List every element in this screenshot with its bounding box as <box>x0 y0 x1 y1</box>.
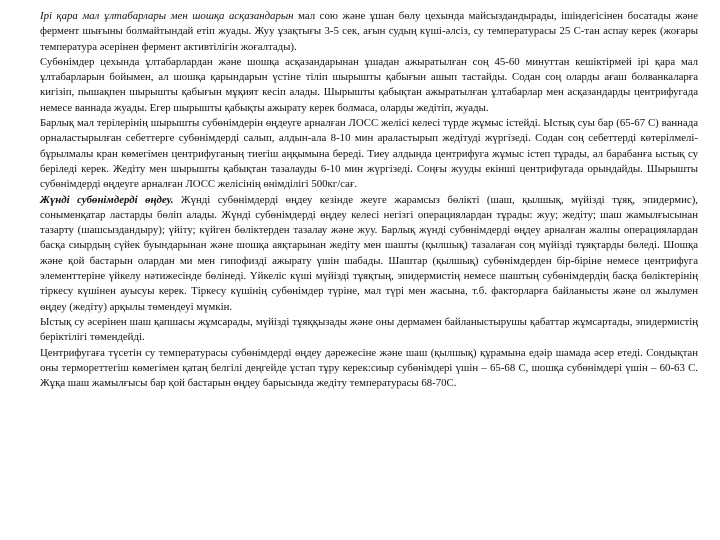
paragraph-6-text: Центрифугаға түсетін су температурасы субөнімдерді өңдеу дәрежесіне және шаш (қылшық) құрамына едәір шамада әсер етеді. Сондықтан оны термореттегіш көмегімен қатаң белгілі деңгейде ұстап тұру керек:сиыр субөнімдері үшін – 65-68 С, шошқа субөнімдері үшін – 60-63 С. Жұқа шаш жамылғысы бар қой бастарын өңдеу барысында жедіту температурасы 68-70С. <box>40 346 698 390</box>
paragraph-2-text: Субөнімдер цехында ұлтабарлардан және шошқа асқазандарынан ұшадан ажыратылған соң 45-60 минуттан кешіктірмей ірі қара мал ұлтабарларын бойымен, ал шошқа қарындарын үстіне тіліп шырышты қабығын ашып тастайды. Содан соң оларды ағаш болванкаларға кигізіп, пышақпен шырышты қабығын мұқият кесіп алады. Шырышты қабықтан ажыратылған ұлтабарлар мен асқазандарды центрифугада немесе ваннада жуады. Егер шырышты қабықты ажырату керек болмаса, оларды жедітіп, жуады. <box>40 55 698 114</box>
paragraph-2 <box>40 55 698 116</box>
paragraph-3-text: Барлық мал терілерінің шырышты субөнімдерін өңдеуге арналған ЛОСС желісі келесі түрде жұмыс істейді. Ыстық суы бар (65-67 С) ваннада орналастырылған себеттерге субөнімдерді салып, алдын-ала 8-10 мин араластырып жедітуді жүргізеді. Содан соң себеттерді көтерілмелі-бұрылмалы кран көмегімен центрифуганың тиегіш аңқымына береді. Тиеу алдында центрифуга жұмыс істеп тұрады, ал барабанға ыстық су беріледі керек. Жедіту мен шырышты қабықтан тазалауды 6-10 мин жүргізеді. Соңғы жууды екінші центрифугада орындайды. Шырышты субөнімдерді өңдеуге арналған ЛОСС желісінің өнімділігі 500кг/сағ. <box>40 117 698 191</box>
paragraph-4 <box>40 193 698 315</box>
paragraph-1 <box>40 9 698 55</box>
paragraph-6 <box>40 346 698 392</box>
paragraph-3 <box>40 116 698 192</box>
section-heading-wool-offal: Жүнді субөнімдерді өңдеу. <box>40 193 174 206</box>
paragraph-1-text: мал сою және ұшан бөлу цехында майсыздандырады, ішіндегісінен босатады және фермент шығыны болмайтындай етіп жуады. Жуу ұзақтығы 3-5 сек, ағын судың күші-әлсіз, су температурасы 25 С-тан аспау керек (жоғары температура әсерінен фермент активтілігін жоғалтады). <box>40 10 699 53</box>
paragraph-5-text: Ыстық су әсерінен шаш қапшасы жұмсарады, мүйізді тұяққызады және оны дермамен байланыстырушы қабаттар жұмсартады, эпидермистің беріктілігі төмендейді. <box>40 315 698 344</box>
paragraph-4-text: Жүнді субөнімдерді өңдеу кезінде жеуге жарамсыз бөлікті (шаш, қылшық, мүйізді тұяқ, эпидермис), соныменқатар ластарды бөліп алады. Жүнді субөнімдерді өңдеу келесі негізгі операциялардан тұрады: жуу; жедіту; шаш жамылғысынан тазарту (шашсыздандыру); үйіту; күйген бөліктерден тазалау және жуу. Барлық жүнді субөнімдерді өңдеу арналған жалпы операциялардан басқа сиырдың сүйек буындарынан және шошқа аяқтарынан жедіту мен шашты (қылшық) тазалаған соң мүйізді тұяқтарды бөледі. Шошқа және қой бастарын олардан ми мен гипофизді ажырату үшін шабады. Шаштар (қылшық) субөнімдерден бір-біріне немесе центрифуга элементтеріне үйкелу нәтижесінде бөлінеді. Үйкеліс күші мүйізді тұяқтың, эпидермистің немесе шаштың субөнімдердің басқа бөліктерінің тіркесу күшінен ауысуы керек. Тіркесу күшінің субөнімдер түріне, мал түрі мен жасына, т.б. факторларға байланысты және ол жылумен өңдеу (жедіту) арқылы төмендеуі мүмкін. <box>40 193 699 313</box>
paragraph-5 <box>40 315 698 346</box>
paragraph-1-lead: Ірі қара мал ұлтабарлары мен шошқа асқазандарын <box>40 10 294 22</box>
